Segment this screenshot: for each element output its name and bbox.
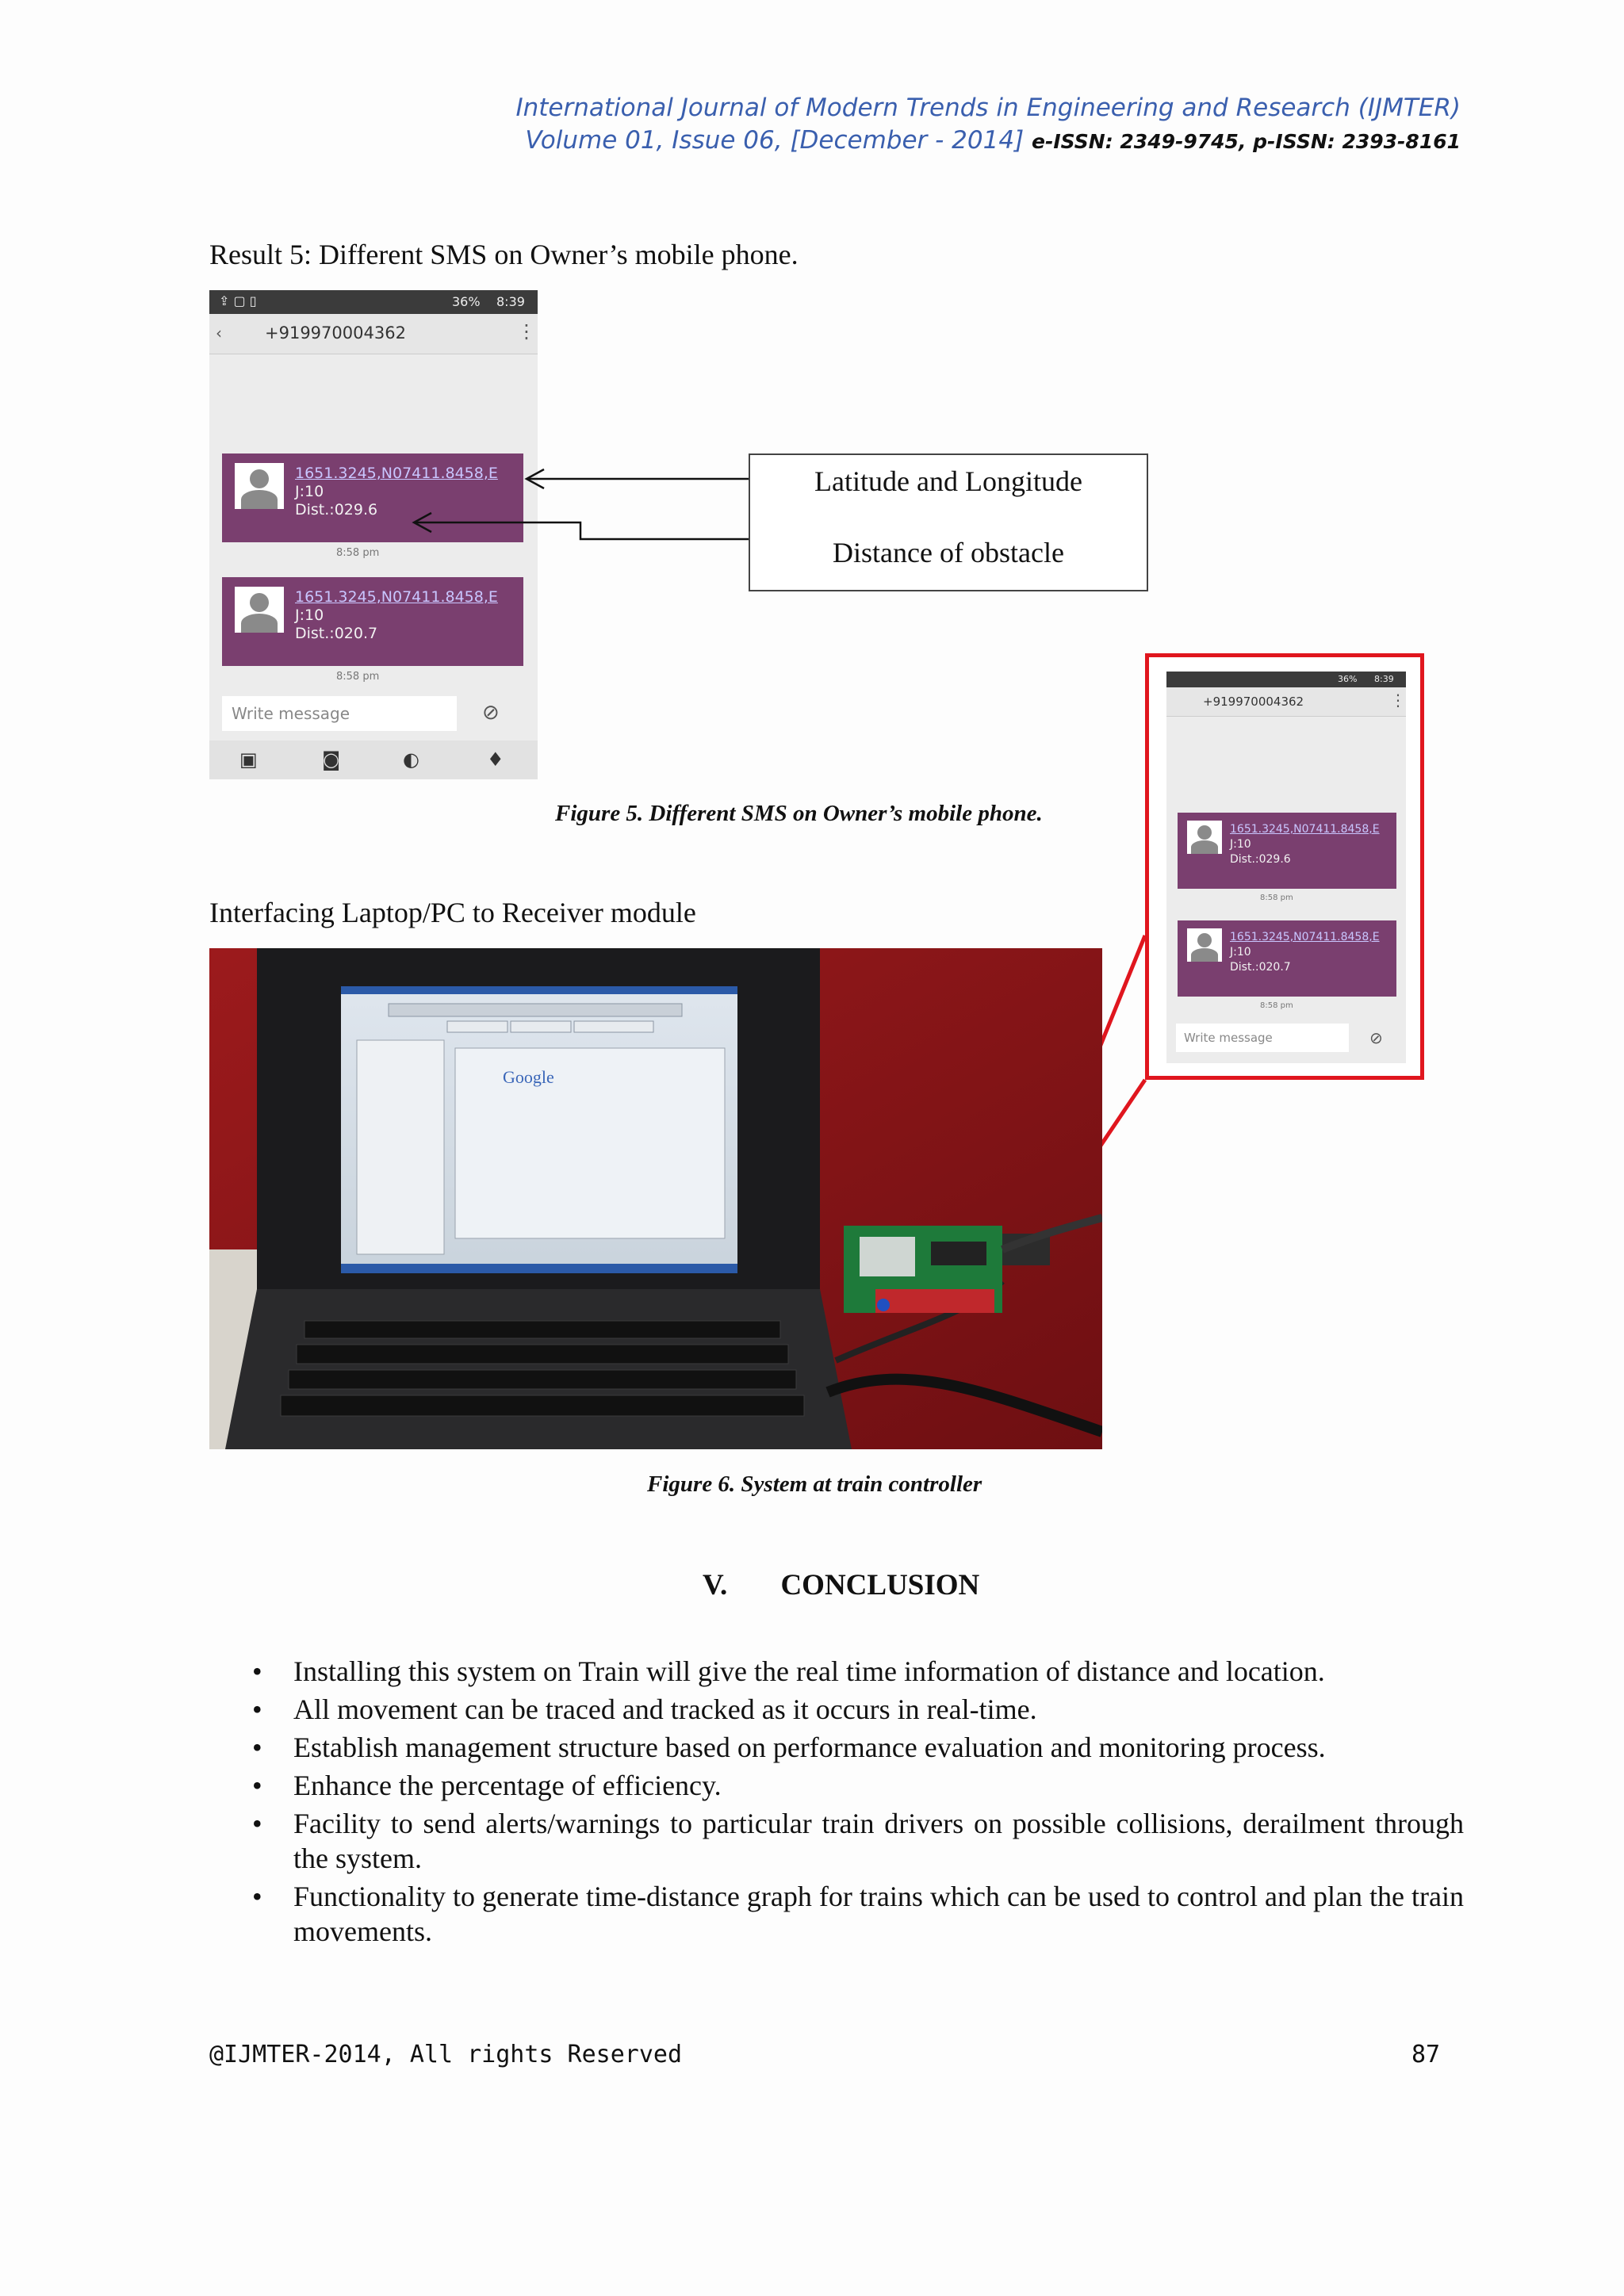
sms-line2: J:10 — [295, 607, 324, 624]
zoom-sms-message-1-text — [1230, 822, 1380, 867]
status-time: 8:39 — [496, 294, 525, 309]
zoom-status-battery: 36% — [1338, 674, 1358, 684]
bullet-icon: • — [252, 1881, 262, 1912]
list-item: • Installing this system on Train will give the real time information of distance and location. — [252, 1655, 1325, 1687]
laptop-keyboard — [225, 1289, 852, 1449]
sms-coords[interactable]: 1651.3245,N07411.8458,E — [1230, 931, 1380, 943]
zoom-sms-message-1[interactable] — [1178, 813, 1396, 889]
figure6-caption: Figure 6. System at train controller — [647, 1471, 982, 1497]
arrow-distance — [416, 522, 749, 539]
list-item: • Establish management structure based on performance evaluation and monitoring process. — [252, 1732, 1326, 1763]
conclusion-heading — [703, 1568, 979, 1602]
location-pin-icon[interactable]: ♦ — [487, 748, 504, 771]
laptop-photo-illustration — [209, 948, 1102, 1449]
figure5-caption: Figure 5. Different SMS on Owner’s mobile phone. — [555, 801, 1043, 826]
list-item: • Enhance the percentage of efficiency. — [252, 1770, 722, 1801]
sms-coords[interactable]: 1651.3245,N07411.8458,E — [295, 588, 498, 606]
status-battery: 36% — [452, 294, 481, 309]
sms-message-1-time: 8:58 pm — [336, 547, 380, 559]
zoom-status-time: 8:39 — [1374, 674, 1394, 684]
journal-title: International Journal of Modern Trends in Engineering and Research (IJMTER) — [515, 94, 1461, 122]
zoom-conversation-header — [1166, 687, 1406, 717]
contact-number: +919970004362 — [265, 323, 406, 342]
zoom-write-message-input[interactable]: Write message — [1176, 1024, 1349, 1052]
camera-icon[interactable]: ◙ — [322, 748, 341, 771]
list-item: • All movement can be traced and tracked as it occurs in real-time. — [252, 1693, 1037, 1725]
sticker-icon[interactable]: ◐ — [403, 748, 419, 771]
sms-distance: Dist.:029.6 — [1230, 853, 1291, 866]
list-item: • Functionality to generate time-distance graph for trains which can be used to control and plan the train movements. — [252, 1881, 1464, 1947]
sms-distance: Dist.:020.7 — [295, 625, 378, 642]
write-message-input[interactable]: Write message — [222, 696, 457, 731]
status-notification-icons: ⇪ ▢ ▯ — [219, 293, 257, 308]
footer-page-number: 87 — [1411, 2041, 1441, 2068]
svg-text:Google: Google — [503, 1067, 554, 1087]
bullet-icon: • — [252, 1808, 262, 1839]
phone-zoom-frame — [1145, 653, 1424, 1080]
gallery-icon[interactable]: ▣ — [239, 748, 258, 771]
sms-distance: Dist.:029.6 — [295, 501, 378, 519]
zoom-status-bar — [1166, 672, 1406, 687]
callout-distance: Distance of obstacle — [833, 537, 1064, 568]
callout-lat-long: Latitude and Longitude — [814, 465, 1082, 497]
sms-message-2-time: 8:58 pm — [336, 671, 380, 683]
zoom-attach-icon[interactable]: ⊘ — [1369, 1028, 1383, 1047]
list-item: • Facility to send alerts/warnings to particular train drivers on possible collisions, derailment through the system. — [252, 1808, 1464, 1874]
back-icon[interactable]: ‹ — [216, 323, 222, 342]
contact-avatar-icon — [1187, 928, 1222, 962]
laptop-receiver-photo — [209, 948, 1102, 1449]
bullet-icon: • — [252, 1770, 262, 1801]
bullet-icon: • — [252, 1693, 262, 1725]
conclusion-number: V. — [703, 1569, 728, 1601]
journal-issn: e-ISSN: 2349-9745, p-ISSN: 2393-8161 — [1032, 130, 1461, 153]
zoom-sms-message-1-time: 8:58 pm — [1260, 894, 1293, 902]
zoom-sms-message-2-time: 8:58 pm — [1260, 1001, 1293, 1010]
sms-distance: Dist.:020.7 — [1230, 961, 1291, 974]
sms-line2: J:10 — [295, 483, 324, 500]
sms-coords[interactable]: 1651.3245,N07411.8458,E — [295, 465, 498, 482]
sms-coords[interactable]: 1651.3245,N07411.8458,E — [1230, 823, 1380, 836]
footer-copyright: @IJMTER-2014, All rights Reserved — [209, 2041, 683, 2068]
zoom-sms-message-2-text — [1230, 930, 1380, 975]
conclusion-bullets — [252, 1654, 1464, 1952]
contact-avatar-icon — [1187, 821, 1222, 854]
overflow-menu-icon[interactable]: ⋮ — [517, 320, 536, 342]
sms-line2: J:10 — [1230, 838, 1251, 851]
result5-heading: Result 5: Different SMS on Owner’s mobile phone. — [209, 239, 799, 270]
sms-line2: J:10 — [1230, 946, 1251, 959]
phone-zoom-screenshot — [1166, 672, 1406, 1063]
zoom-contact-number: +919970004362 — [1203, 695, 1304, 709]
interfacing-heading: Interfacing Laptop/PC to Receiver module — [209, 897, 696, 928]
attach-icon[interactable]: ⊘ — [482, 701, 500, 725]
conclusion-title: CONCLUSION — [780, 1569, 980, 1601]
bullet-icon: • — [252, 1655, 262, 1687]
bullet-icon: • — [252, 1732, 262, 1763]
zoom-sms-message-2[interactable] — [1178, 920, 1396, 997]
journal-volume: Volume 01, Issue 06, [December - 2014] — [525, 126, 1025, 155]
zoom-overflow-menu-icon[interactable]: ⋮ — [1390, 691, 1406, 710]
